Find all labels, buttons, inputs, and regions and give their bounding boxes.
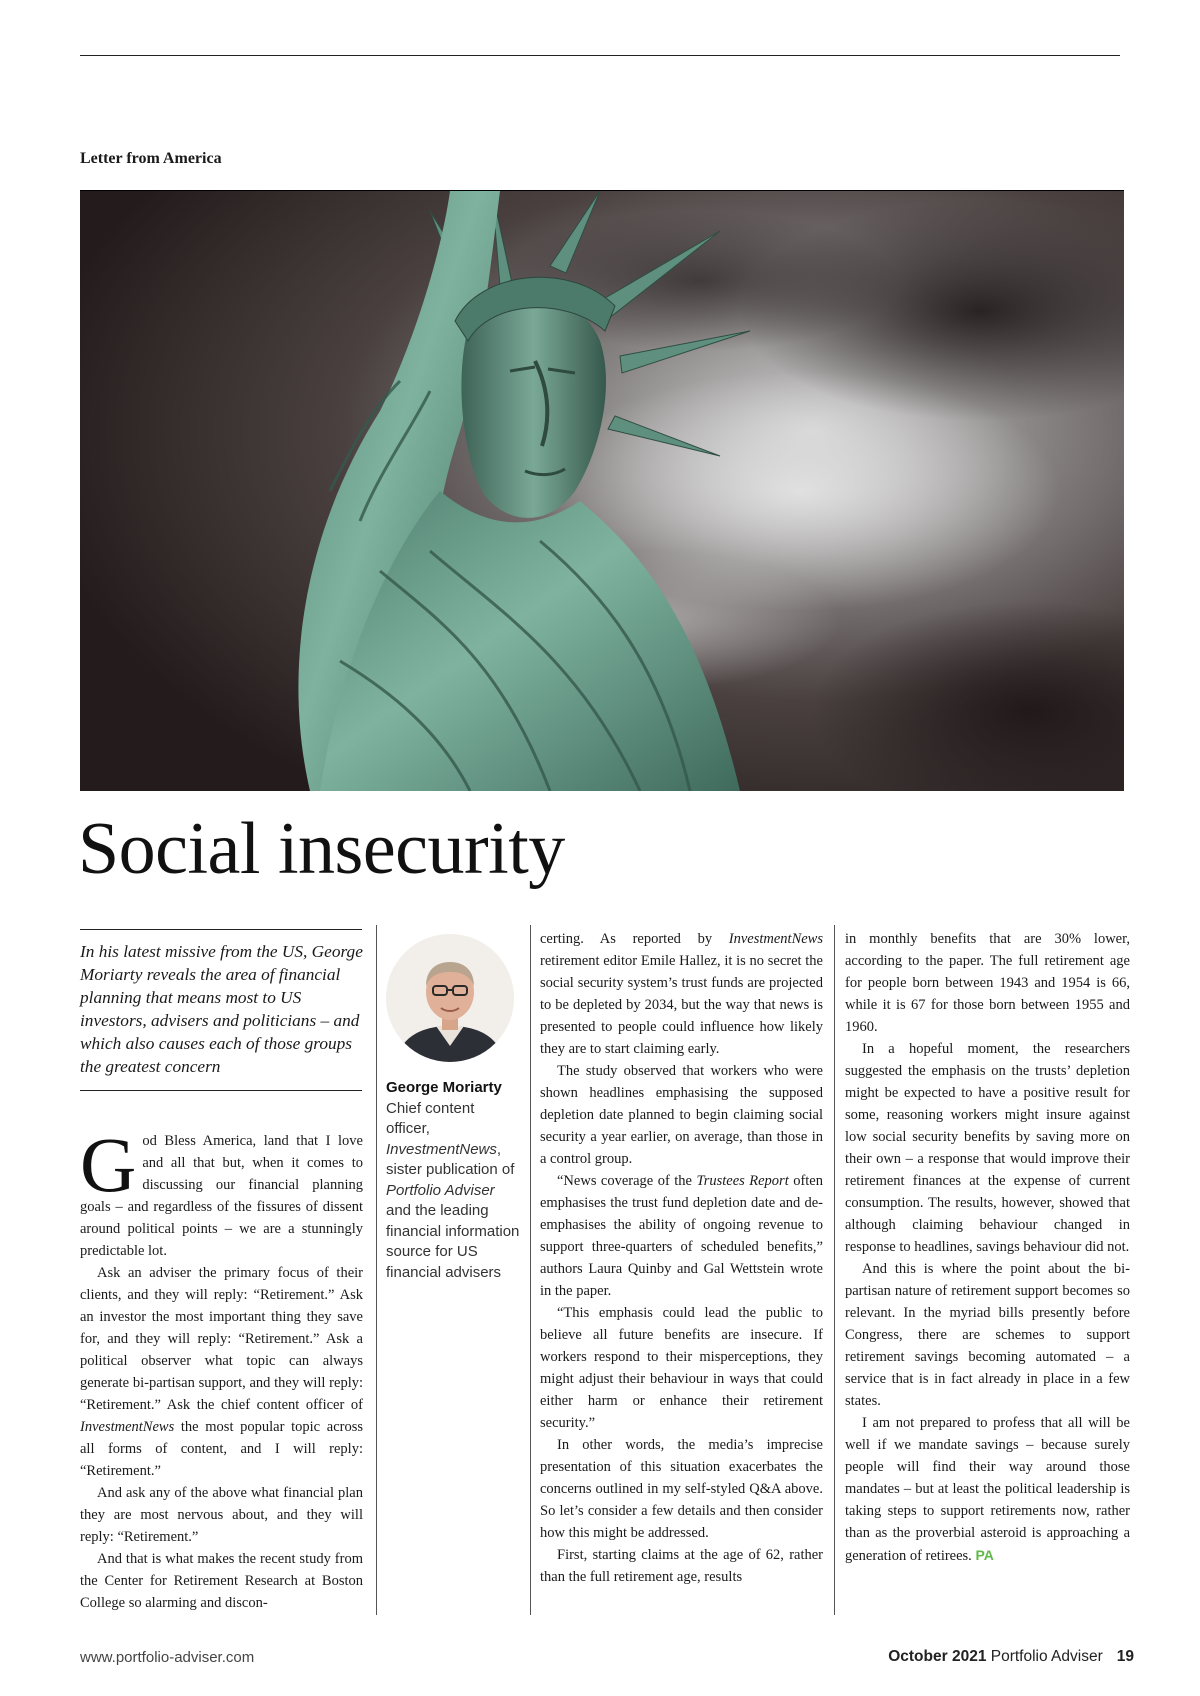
body-paragraph (540, 1170, 823, 1302)
author-bio-text: and the leading financial information source for US financial advisers (386, 1202, 520, 1281)
article-headline: Social insecurity (78, 808, 565, 890)
paragraph-text: Ask an adviser the primary focus of their clients, and they will reply: “Retirement.” Ask an investor the most important thing they save for, and they will reply: “Retirement.” Ask a political observer what topic can always generate bi-partisan support, and they will reply: “Retirement.” Ask the chief content officer of (80, 1265, 363, 1413)
top-rule (80, 55, 1120, 56)
paragraph-text: the most popular topic across all forms of content, and I will reply: “Retirement.” (80, 1419, 363, 1479)
section-label: Letter from America (80, 150, 222, 167)
body-paragraph: The study observed that workers who were shown headlines emphasising the supposed depletion date planned to begin claiming social security a year earlier, on average, than those in a control group. (540, 1063, 823, 1167)
author-bio (386, 1099, 521, 1284)
paragraph-text: certing. As reported by (540, 931, 729, 947)
standfirst-bottom-rule (80, 1090, 362, 1091)
paragraph-text: od Bless America, land that I love and all that but, when it comes to discussing our financial planning goals – and regardless of the fissures of dissent around political points – we are a stunningly predictable lot. (80, 1133, 363, 1259)
body-paragraph (845, 1412, 1130, 1567)
footer-folio (888, 1648, 1134, 1666)
paragraph-text: “News coverage of the (557, 1173, 697, 1189)
author-photo (386, 934, 514, 1062)
author-portrait-icon (386, 934, 514, 1062)
author-bio-italic: InvestmentNews (386, 1140, 497, 1158)
author-bio-text: Chief content officer, (386, 1099, 475, 1137)
body-paragraph: In a hopeful moment, the researchers suggested the emphasis on the trusts’ depletion might be expected to have a positive result for some, reasoning workers might insure against low social security benefits by saving more on their own – a response that would improve their retirement finances at the expense of current consumption. The results, however, showed that although claiming behaviour changed in response to headlines, savings behaviour did not. (845, 1041, 1130, 1255)
body-paragraph (80, 1121, 363, 1262)
page-number: 19 (1116, 1648, 1134, 1665)
body-paragraph (540, 928, 823, 1060)
body-paragraph: in monthly benefits that are 30% lower, according to the paper. The full retirement age for people born between 1943 and 1954 is 66, while it is 67 for those born between 1955 and 1960. (845, 931, 1130, 1035)
column-rule-3 (834, 925, 835, 1615)
paragraph-italic: InvestmentNews (80, 1419, 175, 1435)
standfirst-top-rule (80, 929, 362, 930)
drop-cap: G (80, 1121, 137, 1208)
author-bio-italic: Portfolio Adviser (386, 1181, 495, 1199)
author-bio-text: , sister publication of (386, 1140, 515, 1178)
hero-image (80, 190, 1124, 791)
body-paragraph: First, starting claims at the age of 62, rather than the full retirement age, results (540, 1547, 823, 1585)
footer-url[interactable]: www.portfolio-adviser.com (80, 1649, 255, 1666)
article-column-2 (540, 928, 823, 1588)
article-column-1 (80, 1121, 363, 1614)
end-mark-pa: PA (975, 1547, 994, 1563)
author-name: George Moriarty (386, 1079, 502, 1096)
body-paragraph: And this is where the point about the bi-partisan nature of retirement support becomes so relevant. In the myriad bills presently before Congress, there are schemes to support retirement savings becoming automated – a service that is in fact already in place in a few states. (845, 1261, 1130, 1409)
footer-publication: Portfolio Adviser (990, 1648, 1103, 1665)
article-standfirst: In his latest missive from the US, George Moriarty reveals the area of financial planning that means most to US investors, advisers and politicians – and which also causes each of those groups the greatest concern (80, 942, 363, 1076)
body-paragraph: “This emphasis could lead the public to believe all future benefits are insecure. If workers respond to their misperceptions, they might adjust their behaviour in ways that could either harm or enhance their retirement security.” (540, 1305, 823, 1431)
paragraph-text: retirement editor Emile Hallez, it is no secret the social security system’s trust funds are projected to be depleted by 2034, but the way that news is presented to people could influence how likely they are to start claiming early. (540, 953, 823, 1057)
column-rule-1 (376, 925, 377, 1615)
paragraph-text: often emphasises the trust fund depletion date and de-emphasises the ability of ongoing revenue to support three-quarters of scheduled benefits,” authors Laura Quinby and Gal Wettstein wrote in the paper. (540, 1173, 823, 1299)
paragraph-italic: Trustees Report (696, 1173, 789, 1189)
statue-of-liberty-illustration (80, 191, 1124, 791)
author-byline (386, 1078, 521, 1283)
column-rule-2 (530, 925, 531, 1615)
footer-issue: October 2021 (888, 1648, 987, 1665)
paragraph-text: I am not prepared to profess that all will be well if we mandate savings – because surely people will find their way around those mandates – but at least the political leadership is taking steps to support retirements now, rather than as the proverbial asteroid is approaching a generation of retirees. (845, 1415, 1130, 1564)
body-paragraph: In other words, the media’s imprecise presentation of this situation exacerbates the concerns outlined in my self-styled Q&A above. So let’s consider a few details and then consider how this might be addressed. (540, 1437, 823, 1541)
paragraph-italic: InvestmentNews (728, 931, 823, 947)
body-paragraph: And that is what makes the recent study from the Center for Retirement Research at Boston College so alarming and discon- (80, 1551, 363, 1611)
body-paragraph (80, 1262, 363, 1482)
body-paragraph: And ask any of the above what financial plan they are most nervous about, and they will reply: “Retirement.” (80, 1485, 363, 1545)
article-column-3 (845, 928, 1130, 1567)
